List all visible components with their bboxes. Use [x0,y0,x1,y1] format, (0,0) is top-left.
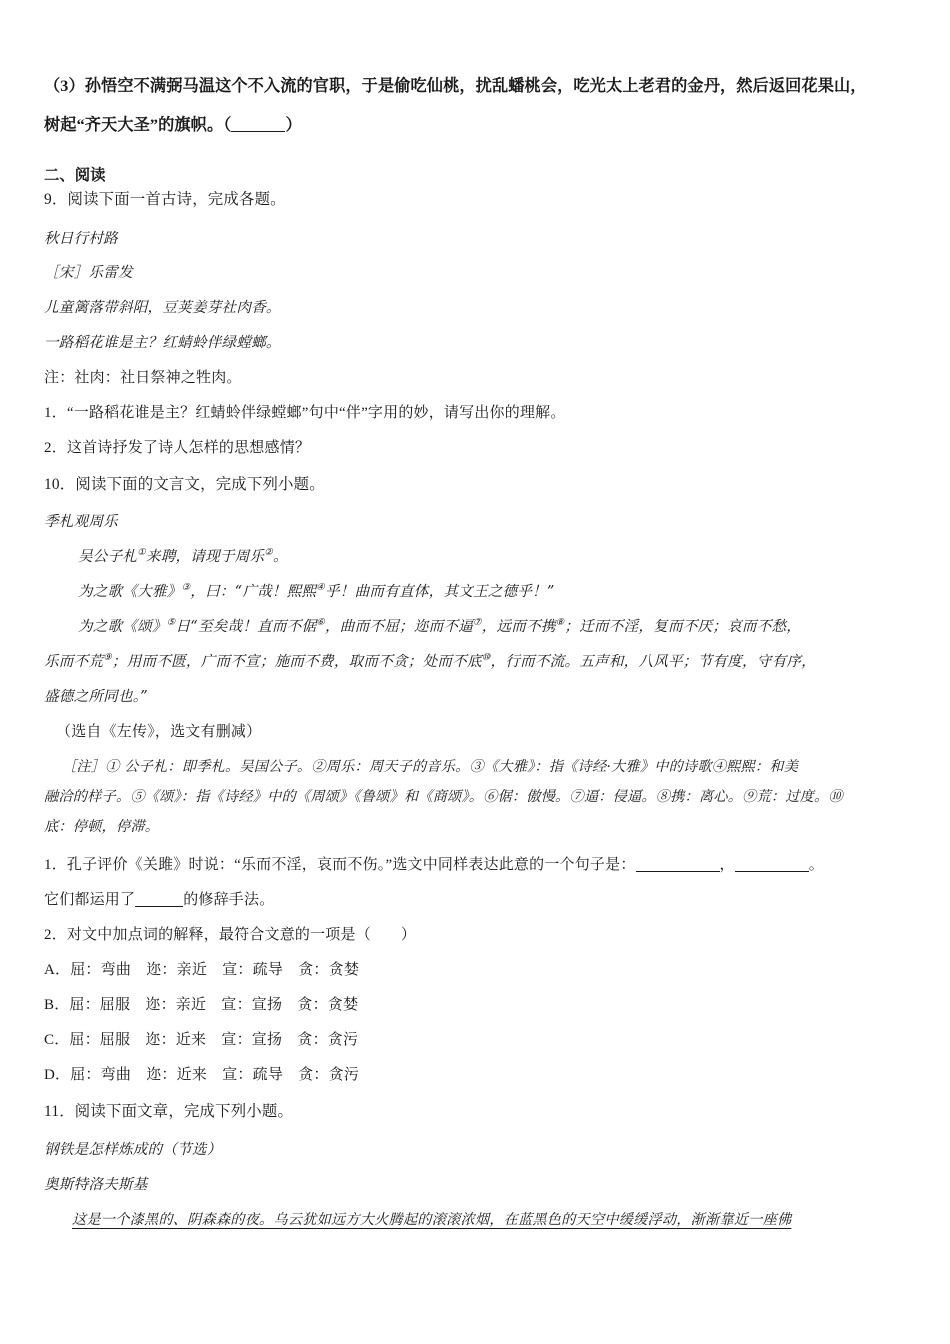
question-9-sub-1: 1．“一路稻花谁是主？红蜻蛉伴绿螳螂”句中“伴”字用的妙，请写出你的理解。 [44,405,566,421]
footnote-marker-1: ① [137,547,146,559]
option-a-text: 屈：弯曲 迩：亲近 宣：疏导 贪：贪婪 [70,962,360,978]
classical-text-line-5: 盛德之所同也。” [44,688,148,705]
ct4-c: ，行而不流。五声和，八风平；节有度，守有序， [490,653,816,670]
footnote-marker-5: ⑤ [166,617,176,629]
footnote-marker-4: ④ [316,582,326,594]
q10s2-a: 2．对文中加点词的解释，最符合文意的一项是（ [44,927,371,943]
question-3-line-2-close: ） [285,116,302,134]
option-b[interactable] [44,998,358,1013]
ct1-a: 吴公子札 [78,548,138,565]
answer-blank[interactable] [231,131,285,132]
section-heading-reading: 二、阅读 [44,167,106,184]
answer-blank-1[interactable] [636,871,720,872]
poem-line-1: 儿童篱落带斜阳，豆荚姜芽社肉香。 [44,299,281,316]
question-10-sub-1-line-1 [44,858,824,873]
ct3-c: ，曲而不屈；迩而不逼 [325,618,473,635]
novel-paragraph-1: 这是一个漆黑的、阴森森的夜。乌云犹如远方大火腾起的滚滚浓烟，在蓝黑色的天空中缓缓浮动，渐渐靠近一座佛 [72,1212,792,1228]
footnotes-line-2: 融洽的样子。⑤《颂》：指《诗经》中的《周颂》《鲁颂》和《商颂》。⑥倨：傲慢。⑦逼：侵逼。⑧携：离心。⑨荒：过度。⑩ [44,789,843,805]
ct4-b: ；用而不匮，广而不宣；施而不费，取而不贪；处而不底 [111,653,482,670]
question-9-sub-2: 2．这首诗抒发了诗人怎样的思想感情？ [44,440,311,456]
ct3-b: 日“至矣哉！直而不倨 [175,618,317,635]
option-c[interactable] [44,1033,358,1048]
ct3-d: ，远而不携 [481,618,556,635]
footnote-marker-2: ② [264,547,273,559]
footnote-marker-8: ⑧ [555,617,565,629]
footnote-marker-7: ⑦ [472,617,482,629]
question-3-line-2 [44,117,302,133]
poem-title: 秋日行村路 [44,230,118,247]
footnote-marker-10: ⑩ [481,652,491,664]
q10s1l2-b: 的修辞手法。 [183,892,275,908]
q10s1-sep: ， [719,857,735,873]
question-3-line-1: （3）孙悟空不满弼马温这个不入流的官职，于是偷吃仙桃，扰乱蟠桃会，吃光太上老君的金丹，然后返回花果山， [44,77,867,95]
option-d-text: 屈：弯曲 迩：近来 宣：疏导 贪：贪污 [70,1067,360,1083]
answer-blank-2[interactable] [735,871,809,872]
ct2-a: 为之歌《大雅》 [78,583,182,600]
ct3-e: ；迁而不淫，复而不厌；哀而不愁， [564,618,802,635]
option-c-text: 屈：屈服 迩：近来 宣：宣扬 贪：贪污 [69,1032,359,1048]
poem-line-2: 一路稻花谁是主？红蜻蛉伴绿螳螂。 [44,334,281,351]
ct1-b: 来聘，请现于周乐 [145,548,265,565]
classical-text-line-4 [44,652,816,670]
option-b-text: 屈：屈服 迩：亲近 宣：宣扬 贪：贪婪 [69,997,359,1013]
option-c-label: C． [44,1032,70,1048]
ct2-c: 乎！曲而有直体，其文王之德乎！” [325,583,555,600]
option-a[interactable] [44,963,359,978]
classical-text-line-2 [78,582,555,600]
classical-text-line-1 [78,547,288,565]
question-10-sub-2 [44,928,416,943]
footnote-marker-9: ⑨ [103,652,112,664]
question-10-sub-1-line-2 [44,893,274,908]
footnote-marker-3: ③ [181,582,191,594]
question-10-stem: 10．阅读下面的文言文，完成下列小题。 [44,476,325,493]
classical-text-title: 季札观周乐 [44,513,118,530]
novel-title: 钢铁是怎样炼成的（节选） [44,1141,222,1158]
ct2-b: ，曰：“广哉！熙熙 [190,583,317,600]
novel-author: 奥斯特洛夫斯基 [44,1176,148,1193]
footnotes-line-1: ［注］① 公子札：即季札。吴国公子。②周乐：周天子的音乐。③《大雅》：指《诗经·大雅》中的诗歌④熙熙：和美 [62,759,799,775]
ct1-c: 。 [272,548,288,565]
ct4-a: 乐而不荒 [44,653,104,670]
question-3-line-2-text: 树起“齐天大圣”的旗帜。（ [44,116,232,134]
question-9-stem: 9．阅读下面一首古诗，完成各题。 [44,191,286,208]
question-11-stem: 11．阅读下面文章，完成下列小题。 [44,1103,294,1120]
poem-note: 注：社肉：社日祭神之牲肉。 [44,370,242,386]
footnotes-line-3: 底：停顿，停滞。 [44,819,160,835]
q10s2-b: ） [400,927,417,943]
answer-blank-3[interactable] [135,906,183,907]
poem-author: ［宋］乐雷发 [44,264,133,281]
footnote-marker-6: ⑥ [316,617,326,629]
q10s1l2-a: 它们都运用了 [44,892,136,908]
classical-text-line-3 [78,617,802,635]
q10s1-end: 。 [808,857,824,873]
option-b-label: B． [44,997,70,1013]
option-d-label: D． [44,1067,71,1083]
classical-text-source: （选自《左传》，选文有删减） [56,724,262,740]
option-d[interactable] [44,1068,359,1083]
q10s1-text: 1．孔子评价《关雎》时说：“乐而不淫，哀而不伤。”选文中同样表达此意的一个句子是： [44,857,636,873]
option-a-label: A． [44,962,71,978]
ct3-a: 为之歌《颂》 [78,618,167,635]
